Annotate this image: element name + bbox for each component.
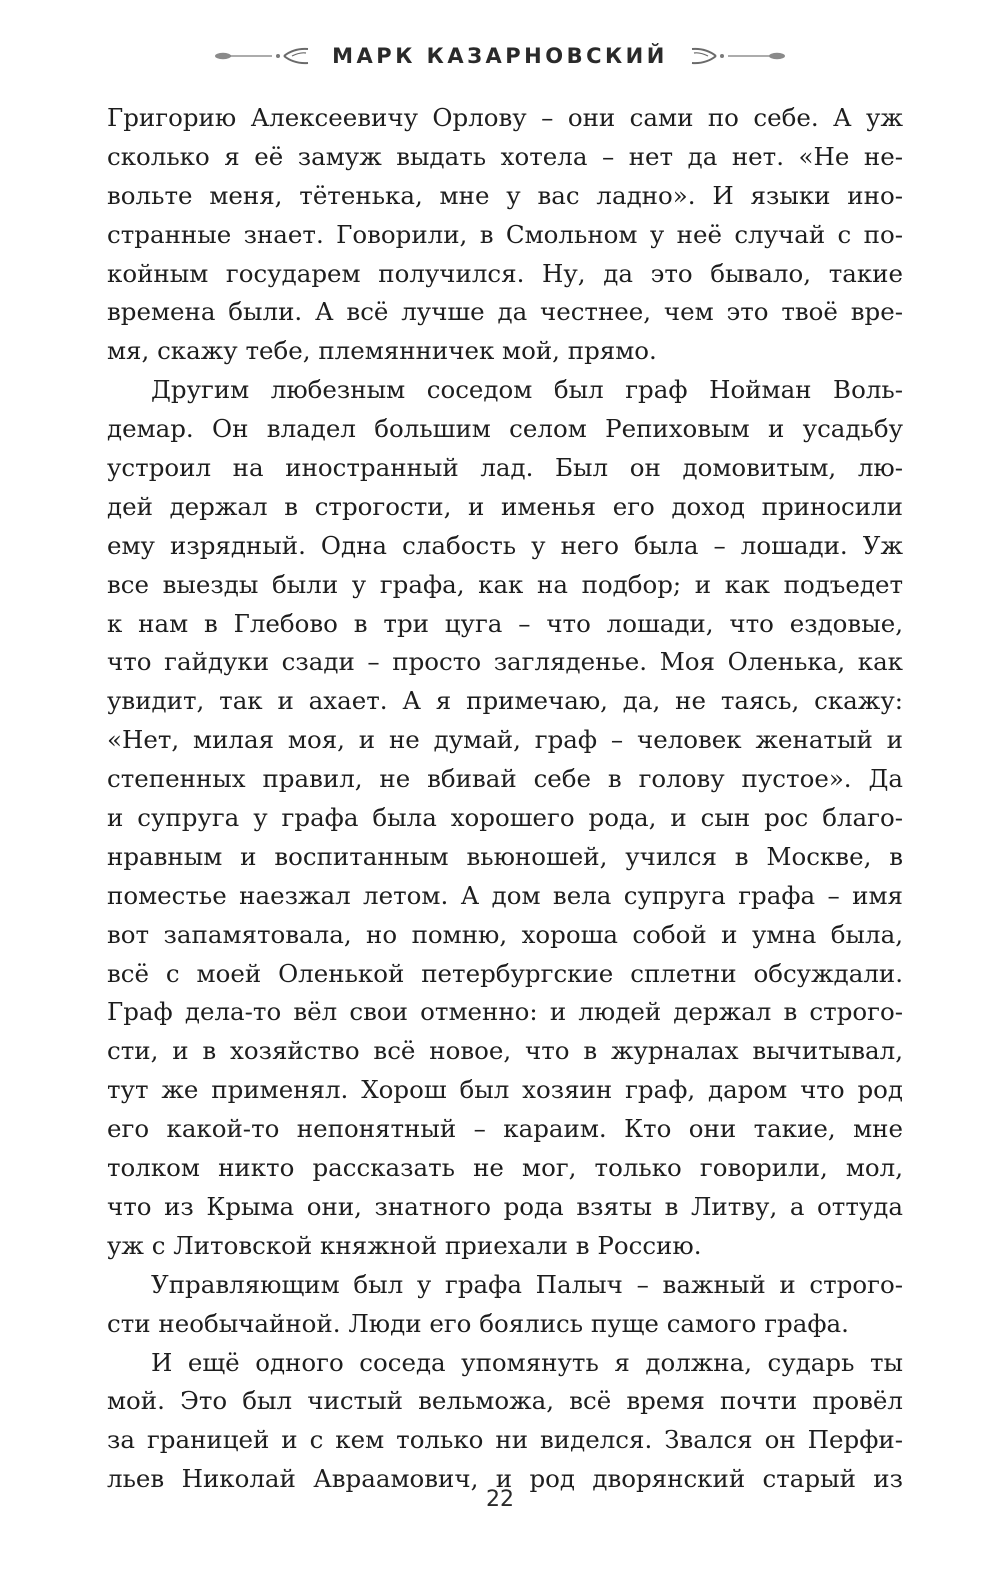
text-line: и супруга у графа была хорошего рода, и сын рос благо- [107, 803, 903, 833]
text-line: тут же применял. Хорош был хозяин граф, даром что род [107, 1075, 903, 1105]
page-number: 22 [486, 1487, 514, 1512]
text-line: все выезды были у графа, как на подбор; и как подъедет [107, 569, 903, 599]
text-line: Граф дела-то вёл свои отменно: и людей держал в строго- [107, 997, 903, 1027]
text-line: койным государем получился. Ну, да это бывало, такие [107, 258, 903, 288]
text-line: мой. Это был чистый вельможа, всё время почти провёл [107, 1386, 903, 1416]
text-line: «Нет, милая моя, и не думай, граф – человек женатый и [107, 725, 903, 755]
text-line: всё с моей Оленькой петербургские сплетни обсуждали. [107, 958, 903, 988]
text-line: времена были. А всё лучше да честнее, чем это твоё вре- [107, 297, 903, 327]
text-line: сти, и в хозяйство всё новое, что в журналах вычитывал, [107, 1036, 903, 1066]
text-line: Григорию Алексеевичу Орлову – они сами по себе. А уж [107, 103, 903, 132]
text-line: что гайдуки сзади – просто загляденье. Моя Оленька, как [107, 647, 903, 677]
author-name: МАРК КАЗАРНОВСКИЙ [332, 44, 668, 68]
text-line: поместье наезжал летом. А дом вела супруга графа – имя [107, 880, 903, 910]
text-line: увидит, так и ахает. А я примечаю, да, не таясь, скажу: [107, 686, 903, 716]
text-line: демар. Он владел большим селом Репиховым и усадьбу [107, 414, 903, 444]
text-line: нравным и воспитанным вьюношей, учился в Москве, в [107, 841, 903, 871]
text-line: Управляющим был у графа Палыч – важный и строго- [151, 1269, 903, 1299]
text-line: его какой-то непонятный – караим. Кто они такие, мне [107, 1114, 903, 1144]
text-line: устроил на иностранный лад. Был он домовитым, лю- [107, 453, 903, 483]
text-line: вот запамятовала, но помню, хороша собой и умна была, [107, 919, 903, 949]
text-line: сти необычайной. Люди его боялись пуще самого графа. [107, 1308, 849, 1338]
text-line: степенных правил, не вбивай себе в голову пустое». Да [107, 764, 903, 794]
text-line: вольте меня, тётенька, мне у вас ладно». И языки ино- [107, 180, 903, 210]
text-line: Другим любезным соседом был граф Нойман Воль- [151, 375, 903, 405]
flourish-left-icon [214, 44, 314, 68]
text-line: сколько я её замуж выдать хотела – нет да нет. «Не не- [107, 141, 903, 171]
text-line: льев Николай Авраамович, и род дворянский старый из [107, 1464, 903, 1494]
body-text [107, 99, 903, 1499]
text-line: к нам в Глебово в три цуга – что лошади, что ездовые, [107, 608, 903, 638]
text-line: за границей и с кем только ни виделся. Звался он Перфи- [107, 1425, 903, 1455]
text-line: странные знает. Говорили, в Смольном у неё случай с по- [107, 219, 903, 249]
text-line: толком никто рассказать не мог, только говорили, мол, [107, 1153, 903, 1183]
text-line: дей держал в строгости, и именья его доход приносили [107, 491, 903, 521]
text-line: уж с Литовской княжной приехали в Россию. [107, 1230, 702, 1260]
flourish-right-icon [686, 44, 786, 68]
text-line: что из Крыма они, знатного рода взяты в Литву, а оттуда [107, 1191, 903, 1221]
running-head [0, 34, 1000, 78]
text-line: мя, скажу тебе, племянничек мой, прямо. [107, 336, 657, 366]
text-line: ему изрядный. Одна слабость у него была – лошади. Уж [107, 530, 903, 560]
text-line: И ещё одного соседа упомянуть я должна, сударь ты [151, 1347, 903, 1377]
